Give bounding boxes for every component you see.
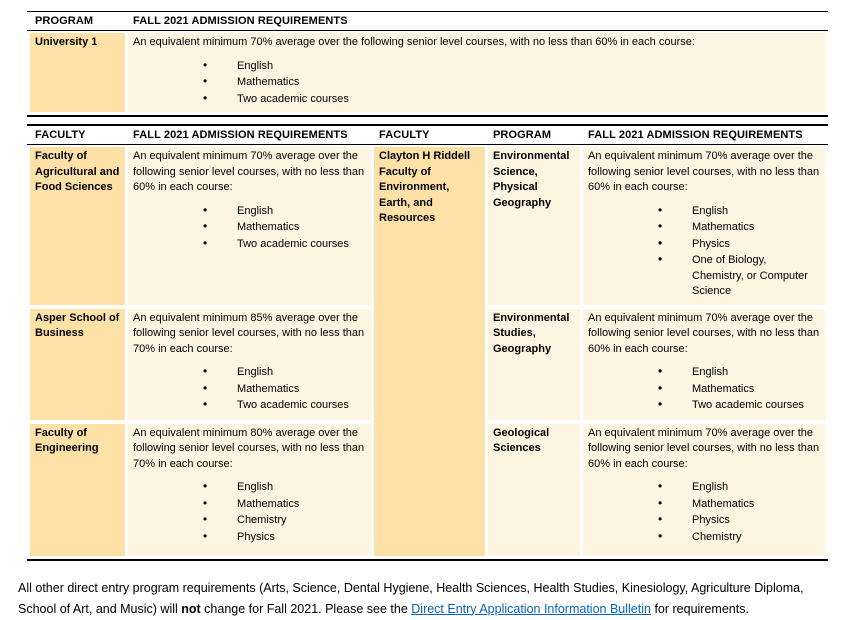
university1-table-body <box>27 31 828 115</box>
course-item: • Two academic courses <box>658 398 820 414</box>
header-requirements-right: FALL 2021 ADMISSION REQUIREMENTS <box>588 129 803 141</box>
faculty-table <box>27 124 828 561</box>
course-item: • Mathematics <box>203 382 366 398</box>
faculty-cell-engineering: Faculty of Engineering <box>30 424 125 556</box>
course-list <box>133 480 366 545</box>
course-list <box>588 204 820 300</box>
program-cell-university-1: University 1 <box>30 33 125 112</box>
course-item: • Mathematics <box>203 220 366 236</box>
requirements-cell-environmental-science <box>583 147 825 305</box>
program-cell-environmental-studies: Environmental Studies, Geography <box>488 309 580 420</box>
course-item: • Chemistry <box>658 530 820 546</box>
header-program: PROGRAM <box>35 15 94 27</box>
header-program-right: PROGRAM <box>493 129 552 141</box>
requirements-cell-agricultural <box>128 147 371 305</box>
requirement-intro: An equivalent minimum 85% average over the following senior level courses, with no less than 70% in each course: <box>133 311 365 355</box>
course-item: • English <box>203 204 366 220</box>
course-list <box>588 480 820 545</box>
faculty-cell-clayton-h-riddell: Clayton H Riddell Faculty of Environment, Earth, and Resources <box>374 147 485 556</box>
course-item: • Mathematics <box>203 75 820 91</box>
university1-table-header <box>27 12 828 31</box>
course-item: • Physics <box>203 530 366 546</box>
course-item: • English <box>203 480 366 496</box>
course-item: • English <box>658 480 820 496</box>
course-item: • Two academic courses <box>203 92 820 108</box>
course-list <box>133 365 366 414</box>
requirement-intro: An equivalent minimum 70% average over the following senior level courses, with no less than 60% in each course: <box>133 150 365 193</box>
course-item: • Mathematics <box>658 497 820 513</box>
footer-text-after-not: change for Fall 2021. Please see the <box>200 601 412 616</box>
course-item: • English <box>203 59 820 75</box>
footer-bold-not: not <box>181 601 201 616</box>
course-item: • Physics <box>658 237 820 253</box>
faculty-table-header <box>27 126 828 145</box>
faculty-cell-asper: Asper School of Business <box>30 309 125 420</box>
footer-text-before-not: All other direct entry program requirements (Arts, Science, Dental Hygiene, Health Sciences, Health Studies, Kinesiology, Agriculture Diploma, School of Art, and Music) will <box>18 580 804 616</box>
requirements-cell-environmental-studies <box>583 309 825 420</box>
direct-entry-bulletin-link[interactable]: Direct Entry Application Information Bulletin <box>411 601 651 616</box>
course-item: • Mathematics <box>658 220 820 236</box>
requirement-intro: An equivalent minimum 70% average over the following senior level courses, with no less than 60% in each course: <box>588 426 820 470</box>
faculty-table-body <box>27 145 828 559</box>
course-item: • English <box>203 365 366 381</box>
header-faculty-right: FACULTY <box>379 129 430 141</box>
course-list <box>133 59 820 108</box>
requirements-cell-geological-sciences <box>583 424 825 556</box>
program-cell-environmental-science: Environmental Science, Physical Geography <box>488 147 580 305</box>
course-item: • Mathematics <box>658 382 820 398</box>
course-item: • Two academic courses <box>203 398 366 414</box>
course-item: • English <box>658 365 820 381</box>
course-item: • One of Biology, Chemistry, or Computer Science <box>658 253 820 300</box>
program-cell-geological-sciences: Geological Sciences <box>488 424 580 556</box>
header-requirements-left: FALL 2021 ADMISSION REQUIREMENTS <box>133 129 348 141</box>
requirements-cell-engineering <box>128 424 371 556</box>
header-faculty-left: FACULTY <box>35 129 86 141</box>
faculty-cell-agricultural: Faculty of Agricultural and Food Sciences <box>30 147 125 305</box>
requirement-intro: An equivalent minimum 70% average over the following senior level courses, with no less than 60% in each course: <box>588 150 820 193</box>
requirements-cell-university-1 <box>128 33 825 112</box>
course-item: • Physics <box>658 513 820 529</box>
header-fall-2021-admission-requirements: FALL 2021 ADMISSION REQUIREMENTS <box>133 15 348 27</box>
requirement-intro: An equivalent minimum 70% average over the following senior level courses, with no less than 60% in each course: <box>588 311 820 355</box>
requirement-intro: An equivalent minimum 70% average over the following senior level courses, with no less than 60% in each course: <box>133 36 695 48</box>
course-item: • Two academic courses <box>203 237 366 253</box>
course-list <box>588 365 820 414</box>
requirement-intro: An equivalent minimum 80% average over the following senior level courses, with no less than 70% in each course: <box>133 426 365 470</box>
course-item: • Chemistry <box>203 513 366 529</box>
course-item: • Mathematics <box>203 497 366 513</box>
course-item: • English <box>658 204 820 220</box>
course-list <box>133 204 366 253</box>
footer-text-after-link: for requirements. <box>650 601 749 616</box>
university1-table <box>27 11 828 117</box>
requirements-cell-asper <box>128 309 371 420</box>
